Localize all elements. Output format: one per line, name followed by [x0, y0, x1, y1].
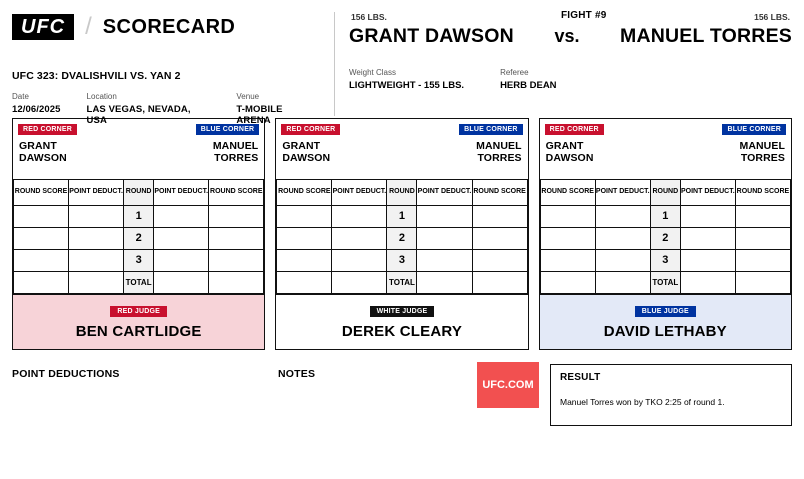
page-header: [0, 0, 804, 126]
blue-point-deduct-cell[interactable]: [154, 206, 209, 228]
blue-corner-name-line1: MANUEL: [476, 140, 522, 152]
fighters-row: [349, 25, 792, 48]
venue-value: T-MOBILE ARENA: [236, 104, 283, 126]
round-number-cell: 1: [650, 206, 680, 228]
blue-total-blank: [735, 272, 790, 294]
brand-word: SCORECARD: [102, 15, 236, 38]
blue-point-deduct-cell[interactable]: [680, 206, 735, 228]
blue-corner-name-line1: MANUEL: [212, 140, 259, 152]
red-point-deduct-cell[interactable]: [332, 250, 387, 272]
blue-total-cell[interactable]: [417, 272, 472, 294]
red-total-cell[interactable]: [595, 272, 650, 294]
blue-round-score-cell[interactable]: [472, 228, 527, 250]
red-corner-badge: RED CORNER: [18, 124, 77, 135]
red-weight: 156 LBS.: [351, 12, 387, 22]
header-round: ROUND: [387, 180, 417, 206]
round-number-cell: 1: [124, 206, 154, 228]
table-row: [277, 250, 527, 272]
meta-location: [87, 92, 197, 126]
judge-badge-row: [13, 294, 264, 321]
blue-corner-badge: BLUE CORNER: [722, 124, 786, 135]
judge-zone: [13, 294, 264, 349]
blue-point-deduct-cell[interactable]: [417, 228, 472, 250]
ufc-logo: UFC: [12, 14, 74, 40]
red-point-deduct-cell[interactable]: [595, 250, 650, 272]
date-label: Date: [12, 92, 29, 101]
blue-total-blank: [472, 272, 527, 294]
red-point-deduct-cell[interactable]: [69, 228, 124, 250]
blue-corner-name: [476, 140, 522, 173]
red-point-deduct-cell[interactable]: [69, 206, 124, 228]
judge-name: BEN CARTLIDGE: [75, 323, 202, 340]
table-row: [540, 228, 790, 250]
header-blue-point-deduct: POINT DEDUCT.: [417, 180, 472, 206]
blue-fighter-name: MANUEL TORRES: [620, 25, 792, 47]
score-table: [540, 179, 791, 294]
score-table: [276, 179, 527, 294]
total-label: TOTAL: [124, 272, 154, 294]
red-round-score-cell[interactable]: [14, 206, 69, 228]
header-red-round-score: ROUND SCORE: [277, 180, 332, 206]
blue-point-deduct-cell[interactable]: [154, 250, 209, 272]
blue-round-score-cell[interactable]: [472, 250, 527, 272]
round-number-cell: 2: [650, 228, 680, 250]
judge-badge: BLUE JUDGE: [635, 306, 696, 317]
meta-referee: [500, 68, 556, 91]
header-round: ROUND: [650, 180, 680, 206]
notes-label: NOTES: [278, 368, 316, 380]
blue-total-blank: [209, 272, 264, 294]
vs-label: vs.: [554, 26, 580, 46]
blue-corner-name-line2: TORRES: [740, 152, 785, 165]
red-corner-name: [546, 140, 594, 173]
blue-total-cell[interactable]: [680, 272, 735, 294]
header-blue-round-score: ROUND SCORE: [472, 180, 527, 206]
notes-section: [278, 368, 498, 380]
header-blue-point-deduct: POINT DEDUCT.: [680, 180, 735, 206]
corner-names: [13, 137, 264, 179]
scorecards-container: [0, 118, 804, 350]
blue-round-score-cell[interactable]: [735, 228, 790, 250]
corner-names: [540, 137, 791, 179]
header-red-round-score: ROUND SCORE: [14, 180, 69, 206]
blue-corner-name-line2: TORRES: [214, 152, 259, 165]
header-red-round-score: ROUND SCORE: [540, 180, 595, 206]
point-deductions-section: [12, 368, 278, 380]
judge-badge: WHITE JUDGE: [370, 306, 435, 317]
total-label: TOTAL: [387, 272, 417, 294]
table-row: [14, 206, 264, 228]
corner-names: [276, 137, 527, 179]
red-round-score-cell[interactable]: [540, 228, 595, 250]
blue-round-score-cell[interactable]: [472, 206, 527, 228]
red-round-score-cell[interactable]: [14, 250, 69, 272]
red-point-deduct-cell[interactable]: [69, 250, 124, 272]
header-right: [349, 10, 792, 91]
scorecard: [12, 118, 265, 350]
corner-badges: [540, 119, 791, 137]
blue-round-score-cell[interactable]: [209, 250, 264, 272]
round-number-cell: 2: [124, 228, 154, 250]
blue-corner-name-line2: TORRES: [477, 152, 522, 165]
result-text: Manuel Torres won by TKO 2:25 of round 1.: [560, 397, 725, 407]
header-blue-round-score: ROUND SCORE: [735, 180, 790, 206]
judge-name: DEREK CLEARY: [341, 323, 463, 340]
location-label: Location: [86, 92, 117, 101]
red-total-cell[interactable]: [69, 272, 124, 294]
venue-label: Venue: [236, 92, 260, 101]
header-round: ROUND: [124, 180, 154, 206]
score-table: [13, 179, 264, 294]
red-corner-badge: RED CORNER: [545, 124, 604, 135]
red-corner-name: [282, 140, 330, 173]
brand: [12, 10, 334, 44]
judge-badge-row: [276, 294, 527, 321]
round-number-cell: 3: [387, 250, 417, 272]
red-point-deduct-cell[interactable]: [332, 206, 387, 228]
fight-number: FIGHT #9: [561, 10, 607, 21]
red-round-score-cell[interactable]: [277, 228, 332, 250]
blue-point-deduct-cell[interactable]: [680, 228, 735, 250]
judge-zone: [276, 294, 527, 349]
meta-venue: [236, 92, 308, 126]
blue-point-deduct-cell[interactable]: [680, 250, 735, 272]
red-total-blank: [540, 272, 595, 294]
round-number-cell: 2: [387, 228, 417, 250]
scorecard: [539, 118, 792, 350]
header-blue-round-score: ROUND SCORE: [209, 180, 264, 206]
blue-corner-badge: BLUE CORNER: [196, 124, 260, 135]
blue-point-deduct-cell[interactable]: [417, 250, 472, 272]
round-number-cell: 3: [124, 250, 154, 272]
weight-class-label: Weight Class: [349, 68, 396, 77]
red-corner-name-line1: GRANT: [282, 140, 321, 152]
red-corner-name-line2: DAWSON: [545, 152, 594, 165]
total-row: [540, 272, 790, 294]
red-point-deduct-cell[interactable]: [332, 228, 387, 250]
event-title: UFC 323: DVALISHVILI VS. YAN 2: [12, 70, 181, 82]
red-total-cell[interactable]: [332, 272, 387, 294]
red-total-blank: [14, 272, 69, 294]
red-corner-name-line1: GRANT: [19, 140, 57, 152]
blue-corner-name: [739, 140, 785, 173]
red-corner-name: [19, 140, 67, 173]
blue-corner-name: [213, 140, 259, 173]
red-point-deduct-cell[interactable]: [595, 206, 650, 228]
blue-round-score-cell[interactable]: [735, 206, 790, 228]
page-footer: [0, 350, 804, 407]
red-corner-badge: RED CORNER: [281, 124, 340, 135]
table-row: [540, 206, 790, 228]
bout-meta: [349, 68, 792, 91]
table-header-row: [277, 180, 527, 206]
header-red-point-deduct: POINT DEDUCT.: [332, 180, 387, 206]
header-red-point-deduct: POINT DEDUCT.: [595, 180, 650, 206]
total-label: TOTAL: [650, 272, 680, 294]
red-corner-name-line2: DAWSON: [282, 152, 331, 165]
red-round-score-cell[interactable]: [540, 206, 595, 228]
weight-class-value: LIGHTWEIGHT - 155 LBS.: [349, 80, 465, 91]
referee-value: HERB DEAN: [500, 80, 557, 91]
blue-round-score-cell[interactable]: [209, 228, 264, 250]
point-deductions-label: POINT DEDUCTIONS: [12, 368, 120, 380]
total-row: [14, 272, 264, 294]
blue-corner-badge: BLUE CORNER: [459, 124, 523, 135]
judge-badge: RED JUDGE: [110, 306, 167, 317]
date-value: 12/06/2025: [12, 104, 61, 115]
red-corner-name-line2: DAWSON: [19, 152, 67, 165]
blue-corner-name-line1: MANUEL: [739, 140, 785, 152]
header-divider: [334, 12, 335, 116]
red-point-deduct-cell[interactable]: [595, 228, 650, 250]
result-title: RESULT: [560, 372, 601, 383]
table-header-row: [540, 180, 790, 206]
table-row: [14, 250, 264, 272]
total-row: [277, 272, 527, 294]
red-total-blank: [277, 272, 332, 294]
blue-point-deduct-cell[interactable]: [154, 228, 209, 250]
round-number-cell: 3: [650, 250, 680, 272]
event-meta: [12, 92, 334, 126]
blue-weight: 156 LBS.: [754, 12, 790, 22]
brand-slash-icon: /: [85, 13, 92, 40]
table-row: [277, 206, 527, 228]
blue-total-cell[interactable]: [154, 272, 209, 294]
meta-date: [12, 92, 61, 126]
ufc-com-watermark: UFC.COM: [477, 362, 539, 408]
header-red-point-deduct: POINT DEDUCT.: [69, 180, 124, 206]
location-value: LAS VEGAS, NEVADA, USA: [86, 104, 191, 126]
blue-round-score-cell[interactable]: [735, 250, 790, 272]
table-row: [14, 228, 264, 250]
referee-label: Referee: [500, 68, 529, 77]
blue-round-score-cell[interactable]: [209, 206, 264, 228]
meta-weight-class: [349, 68, 464, 91]
header-blue-point-deduct: POINT DEDUCT.: [154, 180, 209, 206]
header-left: [12, 10, 334, 126]
blue-point-deduct-cell[interactable]: [417, 206, 472, 228]
red-round-score-cell[interactable]: [14, 228, 69, 250]
red-fighter-name: GRANT DAWSON: [349, 25, 514, 47]
scorecard: [275, 118, 528, 350]
table-header-row: [14, 180, 264, 206]
table-row: [540, 250, 790, 272]
table-row: [277, 228, 527, 250]
round-number-cell: 1: [387, 206, 417, 228]
red-round-score-cell[interactable]: [540, 250, 595, 272]
red-round-score-cell[interactable]: [277, 250, 332, 272]
red-round-score-cell[interactable]: [277, 206, 332, 228]
judge-badge-row: [540, 294, 791, 321]
result-box: [550, 364, 792, 426]
judge-zone: [540, 294, 791, 349]
red-corner-name-line1: GRANT: [545, 140, 584, 152]
judge-name: DAVID LETHABY: [603, 323, 727, 340]
